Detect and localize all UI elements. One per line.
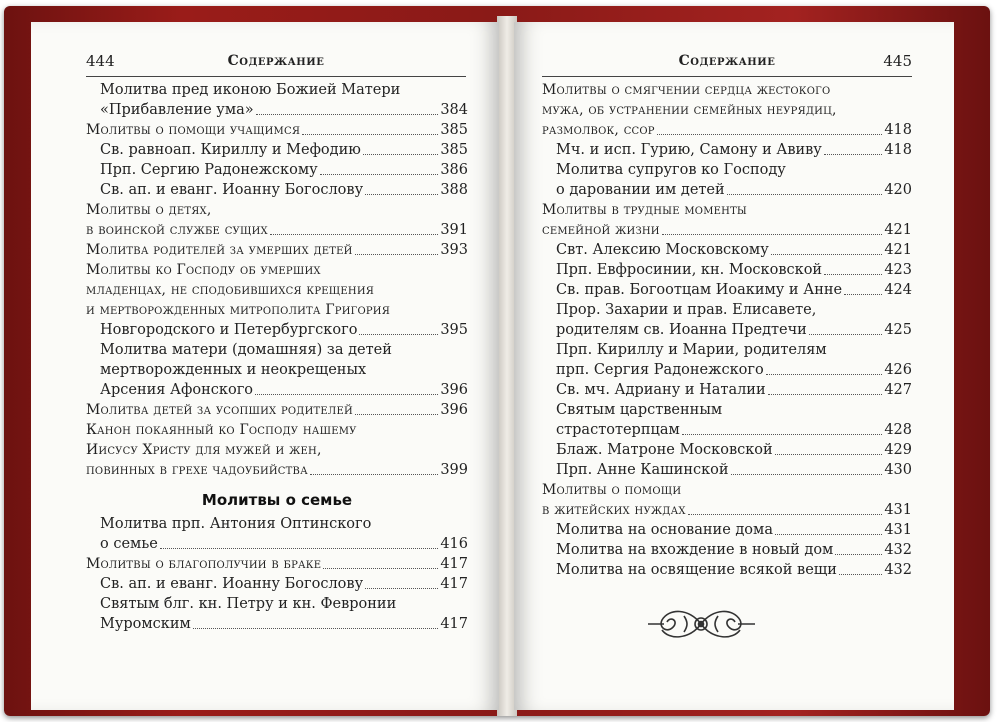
leader-dots [775, 534, 882, 535]
leader-dots [768, 394, 883, 395]
toc-entry [86, 460, 468, 480]
toc-entry-title: прп. Сергия Радонежского [556, 362, 764, 378]
toc-entry-title: Новгородского и Петербургского [100, 322, 358, 338]
leader-dots [365, 194, 438, 195]
toc-page-number: 421 [884, 222, 912, 238]
leader-dots [682, 434, 883, 435]
toc-entry-line: Святым царственным [556, 402, 723, 418]
toc-entry-title: Мч. и исп. Гурию, Самону и Авиву [556, 142, 822, 158]
toc-entry-title: Св. прав. Богоотцам Иоакиму и Анне [556, 282, 843, 298]
toc-page-number: 385 [440, 122, 468, 138]
toc-entry-title: Св. равноап. Кириллу и Мефодию [100, 142, 361, 158]
toc-entry [86, 534, 468, 554]
toc-page-number: 417 [440, 576, 468, 592]
toc-page-number: 417 [440, 556, 468, 572]
toc-entry-title: Молитвы о помощи учащимся [86, 122, 301, 138]
toc-entry-line: Молитва прп. Антония Оптинского [100, 516, 372, 532]
toc-entry-line: Прп. Кириллу и Марии, родителям [556, 342, 827, 358]
toc-page-number: 421 [884, 242, 912, 258]
leader-dots [193, 628, 439, 629]
page-number: 445 [883, 52, 912, 70]
leader-dots [365, 588, 438, 589]
left-page-header [86, 52, 466, 77]
toc-page-number: 388 [440, 182, 468, 198]
page-number: 444 [86, 52, 115, 70]
toc-entry [86, 400, 468, 420]
toc-entry-title: Молитва на вхождение в новый дом [556, 542, 834, 558]
toc-entry-line: Молитва матери (домашняя) за детей [100, 342, 392, 358]
table-of-contents [86, 80, 468, 634]
toc-entry-title: Св. ап. и еванг. Иоанну Богослову [100, 182, 364, 198]
leader-dots [255, 394, 438, 395]
toc-page-number: 431 [884, 502, 912, 518]
toc-page-number: 429 [884, 442, 912, 458]
leader-dots [731, 474, 883, 475]
toc-entry [542, 420, 912, 440]
toc-entry-title: Муромским [100, 616, 191, 632]
toc-entry [542, 500, 912, 520]
leader-dots [359, 334, 438, 335]
toc-entry-line: мертворожденных и неокрещеных [100, 362, 367, 378]
toc-entry-title: «Прибавление ума» [100, 102, 254, 118]
toc-entry [542, 320, 912, 340]
toc-entry-line: Молитвы о смягчении сердца жестокого [542, 82, 831, 98]
toc-entry-line: Иисусу Христу для мужей и жен, [86, 442, 322, 458]
toc-entry-line: младенцах, не сподобившихся крещения [86, 282, 375, 298]
toc-page-number: 427 [884, 382, 912, 398]
leader-dots [844, 294, 882, 295]
leader-dots [160, 548, 439, 549]
leader-dots [688, 514, 883, 515]
leader-dots [310, 474, 438, 475]
toc-entry [86, 120, 468, 140]
right-page [514, 22, 954, 710]
leader-dots [323, 568, 438, 569]
section-heading: Молитвы о семье [201, 491, 353, 509]
toc-page-number: 399 [440, 462, 468, 478]
toc-entry-title: родителям св. Иоанна Предтечи [556, 322, 807, 338]
toc-page-number: 396 [440, 382, 468, 398]
toc-entry [86, 380, 468, 400]
toc-entry-title: размолвок, ссор [542, 122, 655, 138]
toc-entry [542, 560, 912, 580]
toc-entry-title: в воинской службе сущих [86, 222, 268, 238]
toc-entry-title: повинных в грехе чадоубийства [86, 462, 308, 478]
toc-entry [542, 140, 912, 160]
toc-page-number: 425 [884, 322, 912, 338]
toc-entry-title: о семье [100, 536, 158, 552]
toc-entry-line: Молитва пред иконою Божией Матери [100, 82, 401, 98]
toc-entry [542, 460, 912, 480]
leader-dots [662, 234, 883, 235]
toc-entry-title: Прп. Евфросинии, кн. Московской [556, 262, 823, 278]
toc-entry-title: в житейских нуждах [542, 502, 686, 518]
toc-page-number: 391 [440, 222, 468, 238]
toc-entry [86, 100, 468, 120]
toc-entry-title: страстотерпцам [556, 422, 680, 438]
toc-page-number: 428 [884, 422, 912, 438]
leader-dots [727, 194, 883, 195]
toc-entry-title: Арсения Афонского [100, 382, 254, 398]
running-header: Содержание [678, 53, 776, 69]
toc-page-number: 417 [440, 616, 468, 632]
toc-entry-line: Молитвы в трудные моменты [542, 202, 747, 218]
toc-entry-line: Прор. Захарии и прав. Елисавете, [556, 302, 817, 318]
toc-entry [86, 180, 468, 200]
running-header: Содержание [227, 53, 325, 69]
toc-entry-line: Святым блг. кн. Петру и кн. Февронии [100, 596, 397, 612]
toc-entry-title: Свт. Алексию Московскому [556, 242, 769, 258]
toc-page-number: 386 [440, 162, 468, 178]
toc-page-number: 385 [440, 142, 468, 158]
toc-entry-line: Молитва супругов ко Господу [556, 162, 786, 178]
leader-dots [824, 154, 882, 155]
toc-page-number: 432 [884, 562, 912, 578]
toc-entry [86, 574, 468, 594]
toc-page-number: 418 [884, 142, 912, 158]
leader-dots [839, 574, 882, 575]
toc-entry [542, 380, 912, 400]
toc-entry-line: и мертворожденных митрополита Григория [86, 302, 390, 318]
leader-dots [824, 274, 882, 275]
toc-page-number: 395 [440, 322, 468, 338]
leader-dots [320, 174, 439, 175]
toc-entry [86, 160, 468, 180]
leader-dots [302, 134, 438, 135]
toc-entry-title: Прп. Анне Кашинской [556, 462, 729, 478]
toc-entry [86, 220, 468, 240]
toc-entry [86, 320, 468, 340]
toc-entry-title: Молитва родителей за умерших детей [86, 242, 353, 258]
toc-entry-line: Молитвы о помощи [542, 482, 682, 498]
leader-dots [657, 134, 883, 135]
toc-entry [542, 360, 912, 380]
toc-entry-title: Молитва на основание дома [556, 522, 773, 538]
toc-page-number: 424 [884, 282, 912, 298]
leader-dots [835, 554, 882, 555]
toc-entry-title: Св. ап. и еванг. Иоанну Богослову [100, 576, 364, 592]
toc-page-number: 420 [884, 182, 912, 198]
toc-entry-title: Молитва детей за усопших родителей [86, 402, 353, 418]
leader-dots [809, 334, 882, 335]
right-page-header [542, 52, 912, 77]
toc-entry [86, 554, 468, 574]
toc-entry [542, 540, 912, 560]
toc-entry-title: Молитва на освящение всякой вещи [556, 562, 837, 578]
leader-dots [270, 234, 438, 235]
left-page [31, 22, 499, 710]
floral-vignette-icon [644, 602, 759, 646]
toc-entry-title: Блаж. Матроне Московской [556, 442, 773, 458]
toc-entry-line: Молитвы о детях, [86, 202, 212, 218]
toc-page-number: 416 [440, 536, 468, 552]
toc-page-number: 423 [884, 262, 912, 278]
toc-page-number: 396 [440, 402, 468, 418]
leader-dots [771, 254, 883, 255]
toc-entry-title: Прп. Сергию Радонежскому [100, 162, 318, 178]
toc-page-number: 384 [440, 102, 468, 118]
toc-entry-title: о даровании им детей [556, 182, 725, 198]
leader-dots [766, 374, 883, 375]
leader-dots [775, 454, 883, 455]
toc-entry-line: Канон покаянный ко Господу нашему [86, 422, 357, 438]
leader-dots [256, 114, 439, 115]
toc-page-number: 393 [440, 242, 468, 258]
toc-entry-title: семейной жизни [542, 222, 660, 238]
toc-entry [86, 240, 468, 260]
leader-dots [355, 254, 439, 255]
toc-entry [86, 614, 468, 634]
toc-entry [542, 440, 912, 460]
toc-entry-line: мужа, об устранении семейных неурядиц, [542, 102, 837, 118]
toc-entry [86, 140, 468, 160]
toc-page-number: 431 [884, 522, 912, 538]
toc-entry [542, 240, 912, 260]
toc-entry [542, 120, 912, 140]
toc-entry [542, 220, 912, 240]
toc-entry-line: Молитвы ко Господу об умерших [86, 262, 321, 278]
toc-entry-title: Молитвы о благополучии в браке [86, 556, 322, 572]
toc-entry-title: Св. мч. Адриану и Наталии [556, 382, 766, 398]
toc-page-number: 430 [884, 462, 912, 478]
toc-entry [542, 280, 912, 300]
toc-entry [542, 260, 912, 280]
leader-dots [363, 154, 438, 155]
table-of-contents [542, 80, 912, 580]
toc-page-number: 432 [884, 542, 912, 558]
toc-page-number: 426 [884, 362, 912, 378]
leader-dots [355, 414, 438, 415]
toc-entry [542, 180, 912, 200]
toc-entry [542, 520, 912, 540]
toc-page-number: 418 [884, 122, 912, 138]
